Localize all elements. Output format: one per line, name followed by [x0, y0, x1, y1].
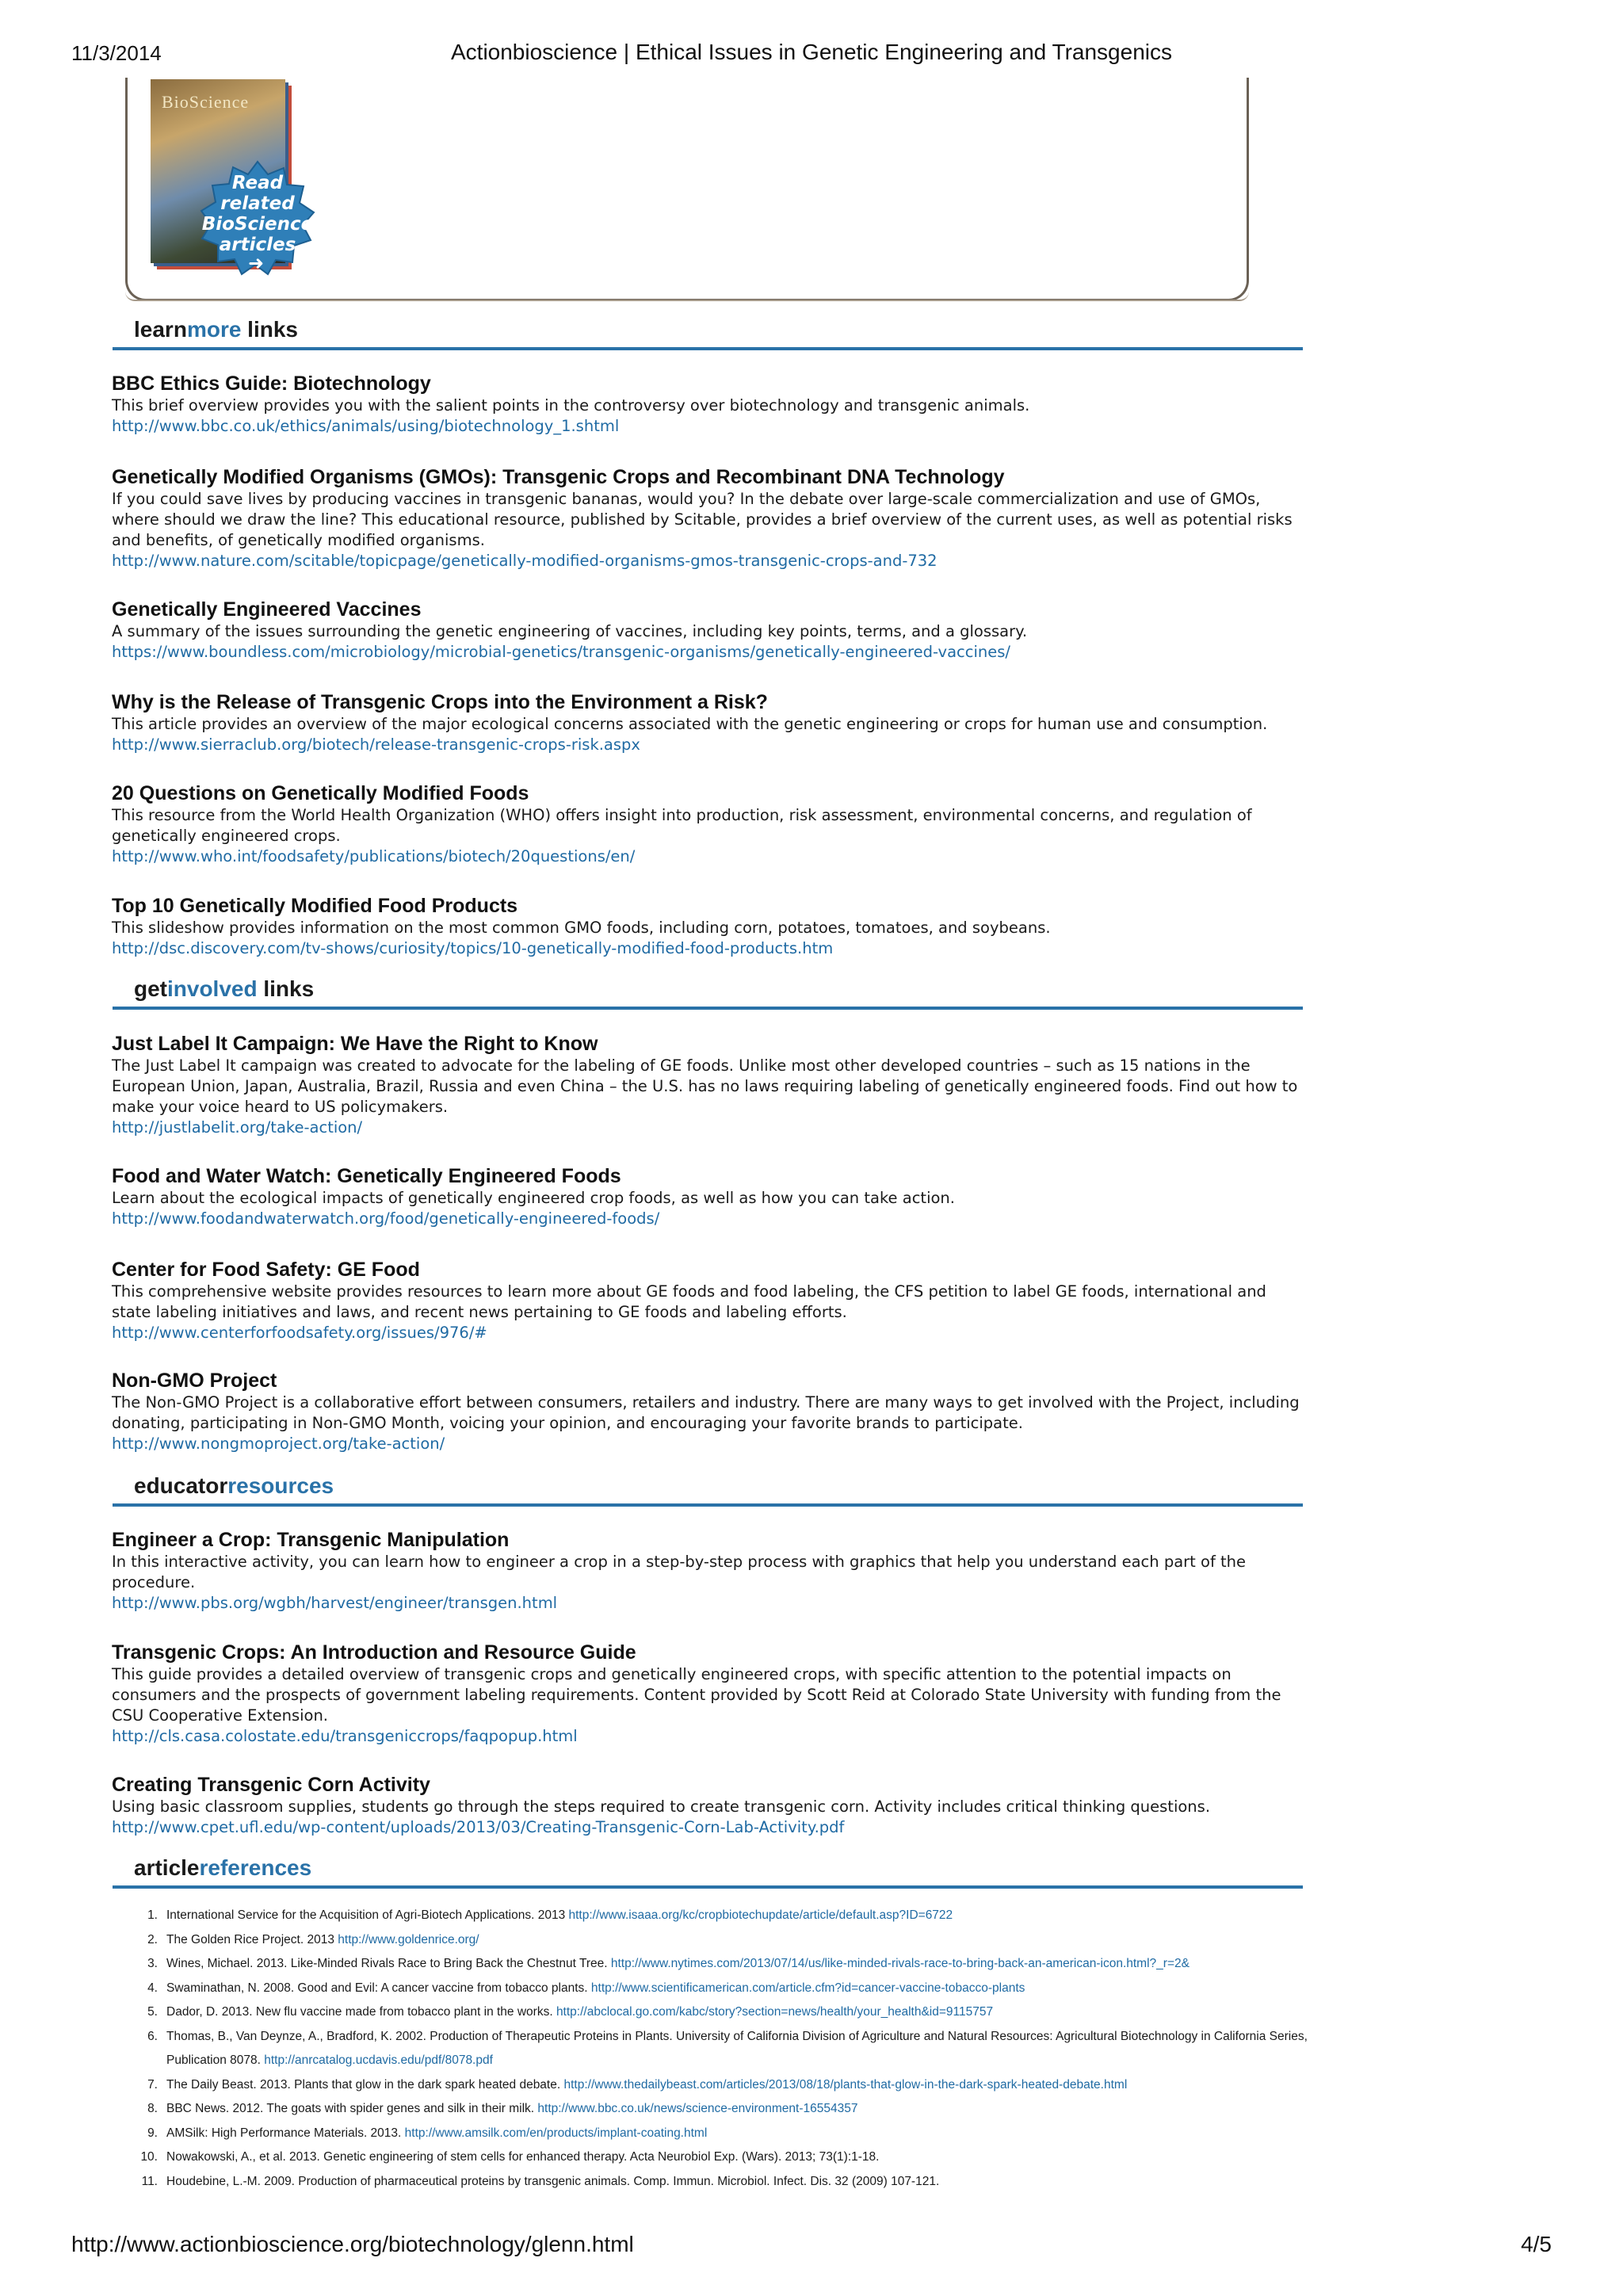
- reference-item: [112, 2025, 1316, 2073]
- badge-line: BioScience: [201, 214, 314, 235]
- resource-title: Food and Water Watch: Genetically Engineered Foods: [112, 1165, 621, 1187]
- resource-description: This brief overview provides you with the salient points in the controversy over biotechnology and transgenic animals.: [112, 396, 1030, 415]
- resource-description: This slideshow provides information on the most common GMO foods, including corn, potatoes, tomatoes, and soybeans.: [112, 919, 1051, 937]
- resource-description: Using basic classroom supplies, students go through the steps required to create transgenic corn. Activity includes critical thinking questions.: [112, 1797, 1211, 1816]
- section-header-educator-resources: [113, 1469, 1303, 1507]
- reference-text: BBC News. 2012. The goats with spider genes and silk in their milk.: [166, 2102, 538, 2115]
- resource-entry: [112, 372, 1308, 437]
- resource-title: Transgenic Crops: An Introduction and Resource Guide: [112, 1641, 636, 1664]
- resource-link[interactable]: http://www.bbc.co.uk/ethics/animals/using/biotechnology_1.shtml: [112, 417, 620, 435]
- resource-description: This article provides an overview of the major ecological concerns associated with the genetic engineering or crops for human use and consumption.: [112, 715, 1268, 733]
- reference-text: Dador, D. 2013. New flu vaccine made from tobacco plant in the works.: [166, 2005, 556, 2019]
- badge-line: Read: [231, 173, 284, 193]
- reference-number: 2.: [147, 1932, 158, 1946]
- resource-description: The Non-GMO Project is a collaborative effort between consumers, retailers and industry. There are many ways to get involved with the Project, including donating, participating in Non-GMO Month, voicing your opinion, and encouraging your favorite brands to participate.: [112, 1393, 1300, 1432]
- bioscience-promo[interactable]: [151, 79, 325, 284]
- reference-item: [112, 2000, 1316, 2025]
- reference-link[interactable]: http://www.amsilk.com/en/products/implant-coating.html: [404, 2126, 708, 2140]
- resource-description: This guide provides a detailed overview of transgenic crops and genetically engineered crops, with specific attention to the potential impacts on consumers and the prospects of government labeling requirements. Content provided by Scott Reid at Colorado State University with funding from the CSU Cooperative Extension.: [112, 1665, 1281, 1725]
- print-page-number: 4/5: [1521, 2232, 1552, 2256]
- resource-title: BBC Ethics Guide: Biotechnology: [112, 372, 431, 395]
- resource-title: Center for Food Safety: GE Food: [112, 1259, 420, 1281]
- resource-description: This resource from the World Health Organization (WHO) offers insight into production, risk assessment, environmental concerns, and regulation of genetically engineered crops.: [112, 806, 1252, 845]
- references-list: [112, 1904, 1316, 2194]
- resource-title: Genetically Engineered Vaccines: [112, 598, 422, 621]
- resource-entry: [112, 781, 1308, 867]
- resource-link[interactable]: http://www.who.int/foodsafety/publications/biotech/20questions/en/: [112, 847, 636, 865]
- reference-item: [112, 1928, 1316, 1953]
- badge-line: articles: [219, 235, 296, 255]
- resource-description: In this interactive activity, you can learn how to engineer a crop in a step-by-step process with graphics that help you understand each part of the procedure.: [112, 1553, 1247, 1591]
- resource-entry: [112, 598, 1308, 663]
- reference-link[interactable]: http://www.goldenrice.org/: [338, 1932, 479, 1946]
- resource-title: Genetically Modified Organisms (GMOs): Transgenic Crops and Recombinant DNA Technology: [112, 466, 1005, 488]
- resource-title: Non-GMO Project: [112, 1370, 277, 1392]
- print-page-title: Actionbioscience | Ethical Issues in Genetic Engineering and Transgenics: [450, 40, 1172, 64]
- resource-entry: [112, 1528, 1308, 1614]
- resource-description: This comprehensive website provides resources to learn more about GE foods and food labeling, the CFS petition to label GE foods, international and state labeling initiatives and laws, and recent news pertaining to GE foods and labeling efforts.: [112, 1282, 1266, 1321]
- section-title: articlereferences: [134, 1855, 312, 1880]
- resource-link[interactable]: http://www.nature.com/scitable/topicpage/genetically-modified-organisms-gmos-transgenic-crops-and-732: [112, 552, 938, 570]
- reference-item: [112, 2170, 1316, 2195]
- reference-text: The Daily Beast. 2013. Plants that glow in the dark spark heated debate.: [166, 2077, 564, 2092]
- reference-number: 4.: [147, 1981, 158, 1995]
- print-date: 11/3/2014: [71, 41, 162, 65]
- section-title: getinvolved links: [134, 976, 315, 1001]
- resource-link[interactable]: http://cls.casa.colostate.edu/transgeniccrops/faqpopup.html: [112, 1727, 578, 1745]
- reference-link[interactable]: http://anrcatalog.ucdavis.edu/pdf/8078.pdf: [264, 2053, 493, 2067]
- reference-link[interactable]: http://www.bbc.co.uk/news/science-environment-16554357: [537, 2102, 858, 2115]
- resource-description: If you could save lives by producing vaccines in transgenic bananas, would you? In the debate over large-scale commercialization and use of GMOs, where should we draw the line? This educational resource, published by Scitable, provides a brief overview of the current uses, as well as potential risks and benefits, of genetically modified organisms.: [112, 490, 1293, 549]
- resource-entry: [112, 690, 1308, 755]
- resource-title: Just Label It Campaign: We Have the Right to Know: [112, 1033, 598, 1055]
- resource-description: Learn about the ecological impacts of genetically engineered crop foods, as well as how you can take action.: [112, 1189, 955, 1207]
- reference-text: Thomas, B., Van Deynze, A., Bradford, K. 2002. Production of Therapeutic Proteins in Plants. University of California Division of Agriculture and Natural Resources: Agricultural Biotechnology in California Series, Publication 8078.: [166, 2029, 1308, 2067]
- reference-link[interactable]: http://www.isaaa.org/kc/cropbiotechupdate/article/default.asp?ID=6722: [568, 1908, 953, 1922]
- resource-description: The Just Label It campaign was created to advocate for the labeling of GE foods. Unlike most other developed countries – such as 15 nations in the European Union, Japan, Australia, Brazil, Russia and even China – the U.S. has no laws requiring labeling of genetically engineered foods. Find out how to make your voice heard to US policymakers.: [112, 1056, 1298, 1116]
- resource-link[interactable]: http://dsc.discovery.com/tv-shows/curiosity/topics/10-genetically-modified-food-products.htm: [112, 939, 834, 957]
- reference-number: 7.: [147, 2077, 158, 2092]
- resource-title: Why is the Release of Transgenic Crops into the Environment a Risk?: [112, 691, 768, 713]
- resource-link[interactable]: http://www.sierraclub.org/biotech/release-transgenic-crops-risk.aspx: [112, 735, 640, 754]
- resource-link[interactable]: http://www.pbs.org/wgbh/harvest/engineer/transgen.html: [112, 1594, 558, 1612]
- arrow-right-icon: ➜: [248, 252, 265, 274]
- resource-entry: [112, 1164, 1308, 1229]
- section-title: educatorresources: [134, 1473, 334, 1498]
- reference-text: Nowakowski, A., et al. 2013. Genetic engineering of stem cells for enhanced therapy. Acta Neurobiol Exp. (Wars). 2013; 73(1):1-18.: [166, 2150, 880, 2164]
- resource-link[interactable]: http://www.foodandwaterwatch.org/food/genetically-engineered-foods/: [112, 1209, 660, 1228]
- reference-item: [112, 1904, 1316, 1928]
- reference-item: [112, 2073, 1316, 2098]
- reference-number: 11.: [141, 2174, 158, 2188]
- reference-item: [112, 2097, 1316, 2122]
- resource-title: Top 10 Genetically Modified Food Products: [112, 895, 518, 917]
- reference-text: Swaminathan, N. 2008. Good and Evil: A cancer vaccine from tobacco plants.: [166, 1981, 591, 1995]
- reference-text: AMSilk: High Performance Materials. 2013.: [166, 2126, 405, 2140]
- resource-description: A summary of the issues surrounding the genetic engineering of vaccines, including key points, terms, and a glossary.: [112, 622, 1028, 640]
- badge-text: [198, 173, 317, 255]
- resource-link[interactable]: http://justlabelit.org/take-action/: [112, 1118, 363, 1137]
- reference-number: 8.: [147, 2102, 158, 2115]
- section-header-article-references: [113, 1851, 1303, 1889]
- resource-link[interactable]: http://www.centerforfoodsafety.org/issues/976/#: [112, 1324, 487, 1342]
- reference-text: Houdebine, L.-M. 2009. Production of pharmaceutical proteins by transgenic animals. Comp. Immun. Microbiol. Infect. Dis. 32 (2009) 107-121.: [166, 2174, 940, 2188]
- resource-link[interactable]: https://www.boundless.com/microbiology/microbial-genetics/transgenic-organisms/genetically-engineered-vaccines/: [112, 643, 1010, 661]
- resource-entry: [112, 1773, 1308, 1838]
- reference-number: 3.: [147, 1957, 158, 1970]
- reference-link[interactable]: http://www.thedailybeast.com/articles/2013/08/18/plants-that-glow-in-the-dark-spark-heated-debate.html: [563, 2077, 1128, 2092]
- section-header-get-involved: [113, 972, 1303, 1010]
- reference-text: The Golden Rice Project. 2013: [166, 1932, 338, 1946]
- section-header-learn-more: [113, 312, 1303, 350]
- reference-number: 6.: [147, 2029, 158, 2043]
- magazine-title: BioScience: [162, 92, 250, 112]
- resource-title: Engineer a Crop: Transgenic Manipulation: [112, 1529, 510, 1551]
- resource-entry: [112, 1641, 1308, 1747]
- resource-entry: [112, 1032, 1308, 1138]
- reference-number: 5.: [147, 2005, 158, 2019]
- badge-line: related: [220, 193, 295, 214]
- resource-entry: [112, 1369, 1308, 1454]
- reference-link[interactable]: http://www.nytimes.com/2013/07/14/us/like-minded-rivals-race-to-bring-back-an-american-icon.html?_r=2&: [610, 1957, 1190, 1970]
- resource-title: 20 Questions on Genetically Modified Foods: [112, 782, 529, 804]
- reference-item: [112, 1977, 1316, 2001]
- reference-text: International Service for the Acquisition of Agri-Biotech Applications. 2013: [166, 1908, 569, 1922]
- resource-entry: [112, 1258, 1308, 1343]
- reference-item: [112, 2122, 1316, 2146]
- reference-number: 10.: [140, 2150, 158, 2164]
- reference-number: 1.: [147, 1908, 158, 1922]
- resource-link[interactable]: http://www.cpet.ufl.edu/wp-content/uploads/2013/03/Creating-Transgenic-Corn-Lab-Activity.pdf: [112, 1818, 845, 1836]
- resource-title: Creating Transgenic Corn Activity: [112, 1774, 430, 1796]
- resource-entry: [112, 465, 1308, 571]
- resource-link[interactable]: http://www.nongmoproject.org/take-action/: [112, 1435, 445, 1453]
- print-footer-url: http://www.actionbioscience.org/biotechnology/glenn.html: [71, 2232, 634, 2256]
- section-title: learnmore links: [134, 317, 298, 342]
- reference-link[interactable]: http://abclocal.go.com/kabc/story?section=news/health/your_health&id=9115757: [556, 2005, 994, 2019]
- reference-item: [112, 1952, 1316, 1977]
- resource-entry: [112, 894, 1308, 959]
- reference-text: Wines, Michael. 2013. Like-Minded Rivals Race to Bring Back the Chestnut Tree.: [166, 1957, 611, 1970]
- reference-link[interactable]: http://www.scientificamerican.com/article.cfm?id=cancer-vaccine-tobacco-plants: [590, 1981, 1025, 1995]
- reference-item: [112, 2145, 1316, 2170]
- reference-number: 9.: [147, 2126, 158, 2140]
